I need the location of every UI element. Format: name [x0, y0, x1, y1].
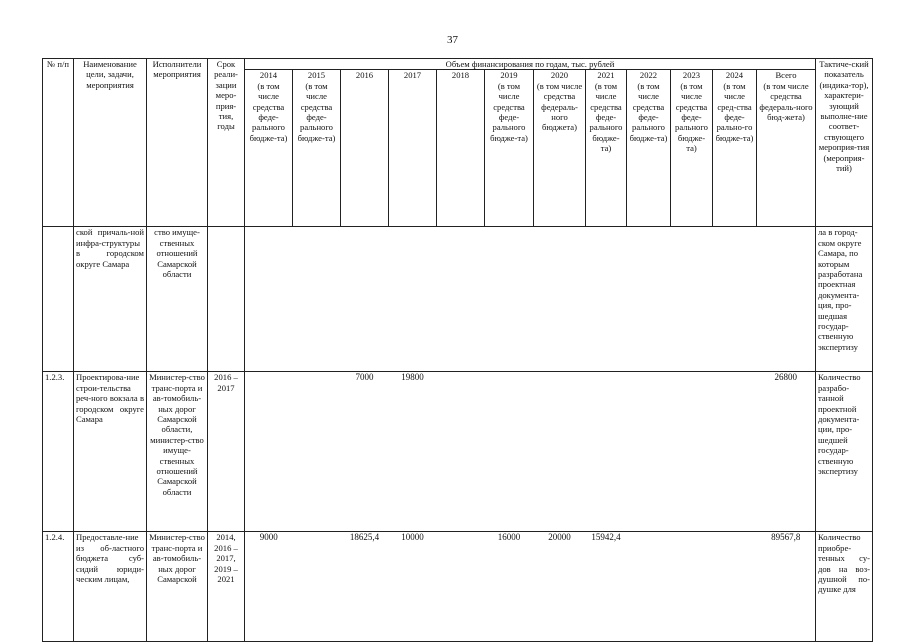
- row-value: 20000: [534, 532, 586, 642]
- row-value: 7000: [341, 372, 389, 532]
- row-value: [437, 532, 485, 642]
- row-total: [757, 227, 816, 372]
- row-value: [437, 372, 485, 532]
- row-total: 89567,8: [757, 532, 816, 642]
- year-col-header: 2015 (в том числе средства феде-рального бюдже-та): [293, 70, 341, 227]
- row-value: [341, 227, 389, 372]
- row-executors: Министер-ство транс-порта и ав-томобиль-ных дорог Самарской: [147, 532, 208, 642]
- row-measure-name: ской причаль-ной инфра-структуры в городском округе Самара: [74, 227, 147, 372]
- row-executors: Министер-ство транс-порта и ав-томобиль-ных дорог Самарской области, министер-ство имуще-ственных отношений Самарской области: [147, 372, 208, 532]
- row-value: 19800: [389, 372, 437, 532]
- row-value: [671, 532, 713, 642]
- row-total: 26800: [757, 372, 816, 532]
- row-term: 2014, 2016 – 2017, 2019 – 2021: [208, 532, 245, 642]
- year-col-header: 2022 (в том числе средства феде-рального бюдже-та): [627, 70, 671, 227]
- row-value: [627, 227, 671, 372]
- year-col-header: 2024 (в том числе сред-ства феде-рально-го бюдже-та): [713, 70, 757, 227]
- row-value: [437, 227, 485, 372]
- row-indicator: Количество приобре-тенных су-дов на воз-душной по-душке для: [816, 532, 873, 642]
- header-executors: Исполнители мероприятия: [147, 59, 208, 227]
- row-value: [293, 372, 341, 532]
- year-col-header: 2016: [341, 70, 389, 227]
- year-col-header: 2018: [437, 70, 485, 227]
- row-value: [245, 227, 293, 372]
- row-value: [671, 372, 713, 532]
- header-name: Наименование цели, задачи, мероприятия: [74, 59, 147, 227]
- year-col-header: 2020 (в том числе средства федераль-ного бюджета): [534, 70, 586, 227]
- year-col-header: 2021 (в том числе средства феде-рального бюдже-та): [586, 70, 627, 227]
- total-col-header: Всего (в том числе средства федераль-ного бюд-жета): [757, 70, 816, 227]
- row-value: [586, 372, 627, 532]
- row-value: 10000: [389, 532, 437, 642]
- row-indicator: ла в город-ском округе Самара, по которым разработана проектная документа-ция, про-шедшая государ-ственную экспертизу: [816, 227, 873, 372]
- row-value: 16000: [485, 532, 534, 642]
- row-value: [485, 372, 534, 532]
- row-value: [245, 372, 293, 532]
- row-number: [43, 227, 74, 372]
- row-value: 9000: [245, 532, 293, 642]
- row-value: [293, 227, 341, 372]
- row-value: [534, 227, 586, 372]
- row-value: [485, 227, 534, 372]
- row-value: [713, 532, 757, 642]
- row-term: 2016 – 2017: [208, 372, 245, 532]
- row-value: [627, 372, 671, 532]
- table-row: [43, 372, 873, 532]
- header-num: № п/п: [43, 59, 74, 227]
- financing-table: [42, 58, 873, 642]
- header-term: Срок реали-зации меро-прия-тия, годы: [208, 59, 245, 227]
- year-col-header: 2014 (в том числе средства феде-рального бюдже-та): [245, 70, 293, 227]
- row-value: [586, 227, 627, 372]
- table-row: [43, 532, 873, 642]
- row-value: [713, 227, 757, 372]
- year-col-header: 2019 (в том числе средства феде-рального бюдже-та): [485, 70, 534, 227]
- row-value: [534, 372, 586, 532]
- row-number: 1.2.3.: [43, 372, 74, 532]
- header-indicator: Тактиче-ский показатель (индика-тор), характери-зующий выполне-ние соответ-ствующего мероприя-тия (мероприя-тий): [816, 59, 873, 227]
- year-col-header: 2023 (в том числе средства феде-рального бюдже-та): [671, 70, 713, 227]
- row-indicator: Количество разрабо-танной проектной документа-ции, про-шедшей государ-ственную экспертизу: [816, 372, 873, 532]
- row-value: [293, 532, 341, 642]
- row-value: 15942,4: [586, 532, 627, 642]
- row-value: [389, 227, 437, 372]
- page-number: 37: [447, 34, 458, 46]
- header-finance-title: Объем финансирования по годам, тыс. рублей: [245, 59, 816, 70]
- row-term: [208, 227, 245, 372]
- row-value: [627, 532, 671, 642]
- row-executors: ство имуще-ственных отношений Самарской области: [147, 227, 208, 372]
- row-value: [671, 227, 713, 372]
- row-measure-name: Предоставле-ние из об-ластного бюджета суб-сидий юриди-ческим лицам,: [74, 532, 147, 642]
- table-row: [43, 227, 873, 372]
- header-row-1: [43, 59, 873, 70]
- row-measure-name: Проектирова-ние строи-тельства реч-ного вокзала в городском округе Самара: [74, 372, 147, 532]
- year-col-header: 2017: [389, 70, 437, 227]
- row-value: [713, 372, 757, 532]
- row-number: 1.2.4.: [43, 532, 74, 642]
- row-value: 18625,4: [341, 532, 389, 642]
